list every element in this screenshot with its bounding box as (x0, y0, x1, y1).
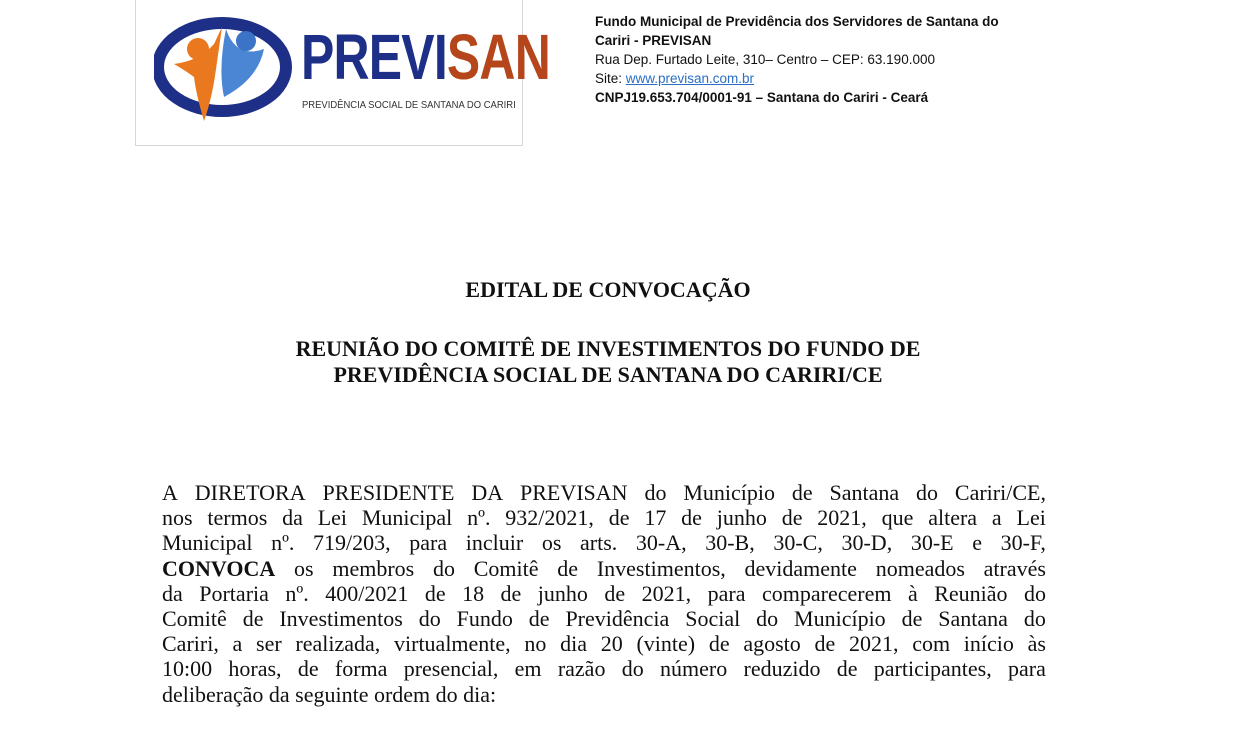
body-word: de (608, 505, 630, 531)
body-word: de (901, 606, 923, 632)
body-word: 932/2021, (505, 505, 594, 531)
body-word: Municipal (361, 505, 453, 531)
body-word: à (907, 580, 918, 606)
body-word: de (681, 505, 702, 531)
body-word: realizada, (295, 631, 381, 657)
body-word: 20 (600, 631, 623, 657)
body-word: horas, (228, 656, 282, 682)
body-line (162, 505, 1046, 530)
body-word: de (242, 606, 264, 632)
body-word: do (1023, 606, 1046, 632)
logo-emblem-icon (154, 9, 294, 129)
body-word: PRESIDENTE (322, 480, 455, 505)
logo-tagline: PREVIDÊNCIA SOCIAL DE SANTANA DO CARIRI (302, 99, 516, 111)
body-word: do (432, 555, 455, 581)
body-word: do (916, 480, 939, 505)
logo-word-part2: SAN (446, 21, 550, 93)
body-word: Reunião (934, 580, 1008, 606)
body-word: forma (334, 656, 388, 682)
org-site (595, 69, 999, 88)
body-word: Cariri, (162, 631, 219, 657)
body-word: 10:00 (162, 656, 213, 682)
body-word: de (781, 505, 803, 531)
body-line (162, 631, 1046, 656)
previsan-logo (135, 0, 550, 146)
body-word: ordem (373, 681, 436, 707)
body-word: 17 (644, 505, 667, 531)
body-word: nomeados (875, 555, 965, 581)
body-line (162, 480, 1046, 505)
body-word: 400/2021 (325, 580, 409, 606)
body-word: para (1007, 656, 1046, 682)
body-word: Cariri/CE, (954, 480, 1046, 505)
body-word: do (435, 681, 464, 707)
org-name-line1: Fundo Municipal de Previdência dos Servidores de Santana do (595, 14, 999, 29)
logo-wordmark (301, 21, 550, 93)
body-word: de (500, 580, 522, 606)
body-word: Fundo (456, 606, 513, 632)
body-word: às (1027, 631, 1046, 657)
body-word: Lei (317, 505, 348, 531)
body-word: 30-B, (705, 530, 755, 556)
body-line (162, 556, 1046, 581)
body-word: com (912, 631, 951, 657)
body-word: devidamente (744, 555, 857, 581)
body-word: incluir (465, 530, 524, 556)
body-word: de (528, 606, 550, 632)
body-word: Previdência (565, 606, 670, 632)
body-word: 30-A, (635, 530, 687, 556)
body-word: da (268, 681, 296, 707)
site-label: Site: (595, 71, 626, 86)
body-word: virtualmente, (394, 631, 511, 657)
body-word: razão (557, 656, 606, 682)
body-word: junho (537, 580, 588, 606)
document-subtitle-line1: REUNIÃO DO COMITÊ DE INVESTIMENTOS DO FUNDO DE (295, 336, 921, 361)
body-word: Comitê (162, 606, 227, 632)
body-word: altera (928, 505, 978, 531)
body-word: deliberação (162, 681, 269, 707)
body-word: Lei (1016, 505, 1046, 531)
body-word: junho (716, 505, 767, 531)
body-word: reduzido (743, 656, 821, 682)
site-link[interactable]: www.previsan.com.br (625, 71, 755, 86)
body-word: Santana (938, 606, 1008, 632)
body-word: participantes, (873, 656, 992, 682)
body-word: de (836, 656, 858, 682)
body-word: nº. (271, 530, 295, 556)
body-word: em (514, 656, 542, 682)
body-word: nos (162, 505, 193, 531)
body-word: de (557, 555, 579, 581)
body-word: Município (794, 606, 886, 632)
body-line (162, 656, 1046, 681)
body-word: Investimentos, (596, 555, 726, 581)
body-word: 30-E (910, 530, 954, 556)
body-word: arts. (580, 530, 618, 556)
body-word: Investimentos (279, 606, 403, 632)
body-word: seguinte (295, 681, 374, 707)
body-word: do (756, 606, 779, 632)
body-line (162, 530, 1046, 555)
body-word: Comitê (473, 555, 539, 581)
document-title: EDITAL DE CONVOCAÇÃO (465, 277, 751, 302)
body-word: comparecerem (761, 580, 892, 606)
body-word: termos (207, 505, 268, 531)
convoca-emphasis: CONVOCA (162, 555, 276, 581)
body-word: 30-C, (773, 530, 823, 556)
body-word: de (791, 480, 813, 505)
body-word: DIRETORA (194, 480, 306, 505)
body-line (162, 581, 1046, 606)
body-word: 2021, (848, 631, 899, 657)
body-word: do (1024, 580, 1046, 606)
body-word: 30-F, (1000, 530, 1046, 556)
body-word: 719/203, (313, 530, 391, 556)
body-line (162, 606, 1046, 631)
body-word: de (297, 656, 319, 682)
body-word: Municipal (162, 530, 253, 556)
body-word: da (282, 505, 303, 531)
body-word: presencial, (403, 656, 499, 682)
body-word: nº. (467, 505, 491, 531)
document-subtitle-line2: PREVIDÊNCIA SOCIAL DE SANTANA DO CARIRI/CE (333, 362, 883, 387)
body-word: da (162, 580, 183, 606)
body-word: Portaria (199, 580, 269, 606)
body-line (162, 682, 1046, 707)
body-word: os (294, 555, 314, 581)
org-cnpj: CNPJ19.653.704/0001-91 – Santana do Cariri - Ceará (595, 90, 929, 105)
body-word: dia (560, 631, 588, 657)
logo-word-part1: PREVI (301, 21, 447, 93)
body-word: para (409, 530, 448, 556)
body-word: agosto (743, 631, 801, 657)
body-word: 2021, (641, 580, 692, 606)
body-word: PREVISAN (520, 480, 628, 505)
body-word: (vinte) (636, 631, 696, 657)
body-word: A (162, 480, 178, 505)
body-word: 30-D, (841, 530, 893, 556)
body-word: a (232, 631, 243, 657)
body-word: dia: (463, 681, 502, 707)
body-word: de (424, 580, 446, 606)
body-word: e (972, 530, 982, 556)
body-word: de (604, 580, 626, 606)
org-address: Rua Dep. Furtado Leite, 310– Centro – CEP: 63.190.000 (595, 52, 935, 67)
body-word: membros (332, 555, 415, 581)
body-word: de (708, 631, 730, 657)
body-word: Santana (829, 480, 900, 505)
body-word: do (644, 480, 667, 505)
body-word: a (991, 505, 1002, 531)
body-word: que (881, 505, 914, 531)
org-name-line2: Cariri - PREVISAN (595, 33, 712, 48)
organization-header (595, 12, 999, 107)
body-word: no (524, 631, 547, 657)
body-word: através (983, 555, 1046, 581)
body-word: início (963, 631, 1014, 657)
body-word: do (621, 656, 644, 682)
body-word: ser (256, 631, 282, 657)
body-word: 18 (462, 580, 485, 606)
body-word: número (660, 656, 728, 682)
body-word: os (541, 530, 562, 556)
body-word: de (814, 631, 836, 657)
body-word: DA (471, 480, 504, 505)
body-word: 2021, (817, 505, 867, 531)
body-word: Município (683, 480, 775, 505)
body-word: do (418, 606, 441, 632)
body-word: para (707, 580, 746, 606)
document-body (162, 480, 1046, 707)
body-word: Social (685, 606, 741, 632)
body-word: nº. (285, 580, 309, 606)
